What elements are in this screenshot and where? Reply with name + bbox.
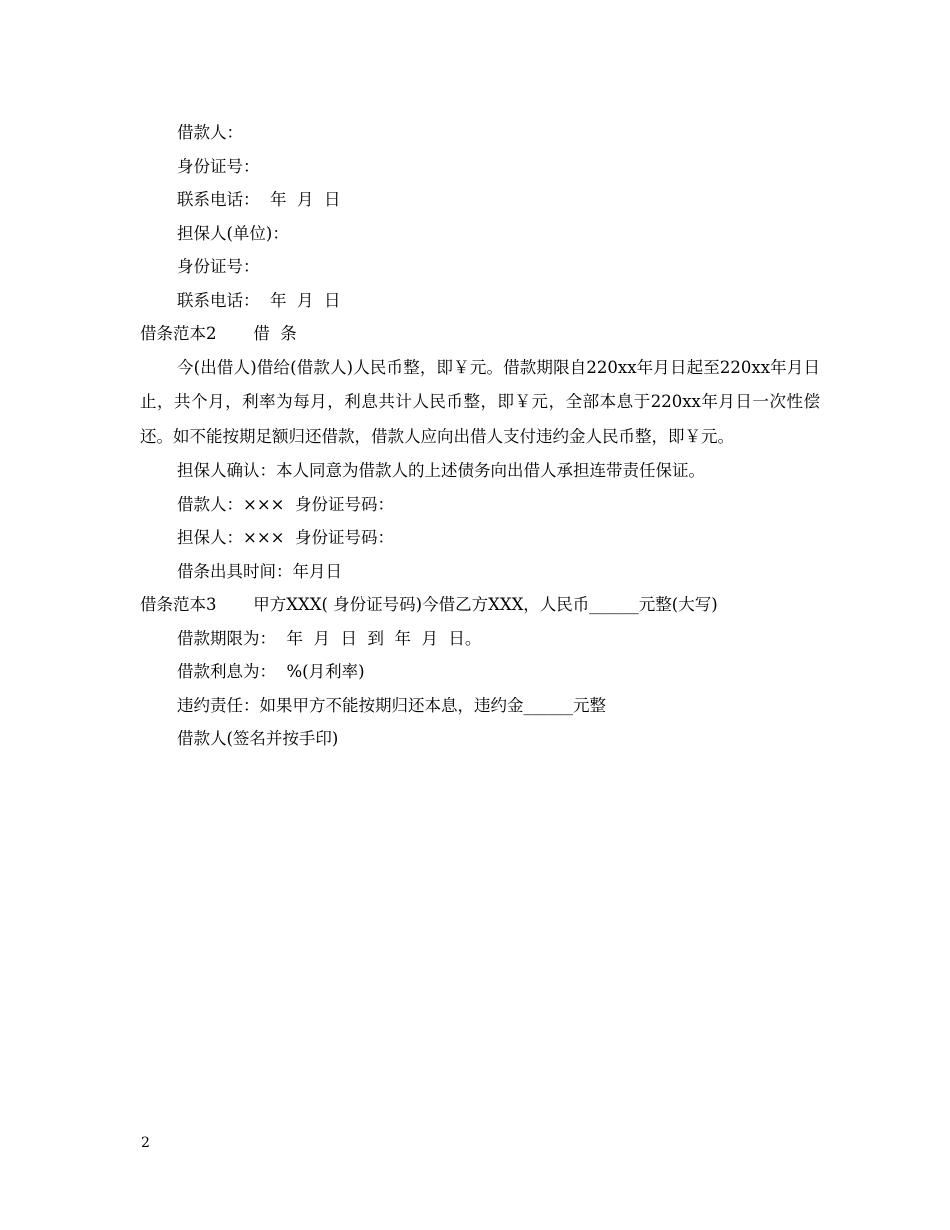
- guarantor-confirmation-line: 担保人确认：本人同意为借款人的上述债务向出借人承担连带责任保证。: [177, 461, 705, 480]
- id-number-line: 身份证号：: [177, 156, 260, 176]
- template2-body-paragraph: 今(出借人)借给(借款人)人民币整，即￥元。借款期限自220xx年月日起至220xx年月日止，共个月，利率为每月，利息共计人民币整，即￥元，全部本息于220xx年月日一次性偿还。如不能按期足额归还借款，借款人应向出借人支付违约金人民币整，即￥元。: [140, 357, 820, 446]
- borrower-line: 借款人：: [177, 123, 243, 142]
- phone-date-line: 联系电话： 年 月 日: [177, 190, 341, 209]
- document-body: [140, 116, 820, 756]
- loan-period-line: 借款期限为： 年 月 日 到 年 月 日。: [177, 628, 482, 648]
- template2-guarantor-line: 担保人：××× 身份证号码：: [177, 528, 394, 547]
- template2-heading: 借条范本2 借 条: [140, 324, 297, 343]
- signature-line: 借款人(签名并按手印): [177, 729, 339, 748]
- guarantor-line: 担保人(单位)：: [177, 223, 289, 243]
- guarantor-id-line: 身份证号：: [177, 257, 260, 276]
- page-number: 2: [141, 1135, 150, 1151]
- template2-borrower-line: 借款人：××× 身份证号码：: [177, 494, 394, 514]
- guarantor-phone-date-line: 联系电话： 年 月 日: [177, 290, 341, 310]
- loan-interest-line: 借款利息为： %(月利率): [177, 662, 365, 681]
- default-liability-line: 违约责任：如果甲方不能按期归还本息，违约金______元整: [177, 695, 606, 715]
- template3-heading: 借条范本3 甲方XXX( 身份证号码)今借乙方XXX，人民币______元整(大写): [140, 595, 718, 614]
- issue-date-line: 借条出具时间：年月日: [177, 561, 342, 581]
